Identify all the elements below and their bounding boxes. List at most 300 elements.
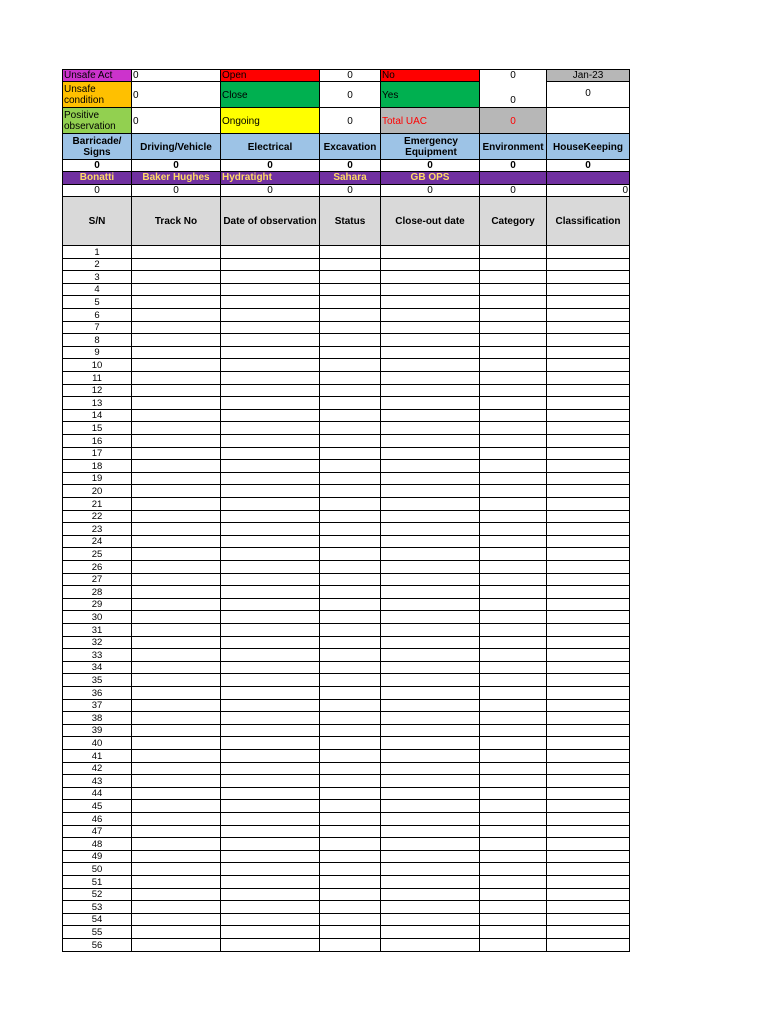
classification-cell[interactable]	[546, 396, 630, 410]
category-cell[interactable]	[479, 270, 547, 284]
positive-observation-text: Positive observation	[64, 110, 116, 132]
ongoing-value-text: 0	[347, 116, 353, 127]
unsafe-condition-text: Unsafe condition	[64, 84, 105, 106]
sn-cell[interactable]	[62, 245, 132, 259]
close-out-cell[interactable]	[380, 522, 480, 536]
close-out-cell[interactable]	[380, 560, 480, 574]
date-cell[interactable]	[220, 610, 320, 624]
close-out-cell[interactable]	[380, 648, 480, 662]
status-cell[interactable]	[319, 484, 381, 498]
row-number: 24	[91, 536, 103, 547]
total-uac-value-text: 0	[510, 116, 516, 127]
track-no-cell[interactable]	[131, 736, 221, 750]
close-text: Close	[222, 90, 248, 101]
sn-cell[interactable]	[62, 648, 132, 662]
track-no-cell[interactable]	[131, 459, 221, 473]
close-out-cell[interactable]	[380, 308, 480, 322]
close-out-cell[interactable]	[380, 270, 480, 284]
category-cell[interactable]	[479, 623, 547, 637]
track-no-cell[interactable]	[131, 434, 221, 448]
date-cell[interactable]	[220, 837, 320, 851]
date-cell[interactable]	[220, 623, 320, 637]
classification-cell[interactable]	[546, 484, 630, 498]
sn-cell[interactable]	[62, 308, 132, 322]
close-out-cell[interactable]	[380, 900, 480, 914]
close-out-cell[interactable]	[380, 484, 480, 498]
close-out-cell[interactable]	[380, 875, 480, 889]
classification-cell[interactable]	[546, 648, 630, 662]
ongoing-value[interactable]	[319, 107, 381, 134]
classification-cell[interactable]	[546, 736, 630, 750]
category-driving-header	[131, 133, 221, 160]
row-number: 50	[91, 864, 103, 875]
classification-cell[interactable]	[546, 522, 630, 536]
track-no-cell[interactable]	[131, 711, 221, 725]
contractor-empty-header	[479, 171, 547, 185]
row-number: 3	[94, 272, 100, 283]
category-cell[interactable]	[479, 938, 547, 952]
status-cell[interactable]	[319, 333, 381, 347]
classification-cell[interactable]	[546, 371, 630, 385]
sn-cell[interactable]	[62, 497, 132, 511]
date-cell[interactable]	[220, 900, 320, 914]
sn-cell[interactable]	[62, 295, 132, 309]
category-barricade-text: Barricade/ Signs	[72, 136, 122, 158]
table-header-text: Date of observation	[223, 216, 317, 227]
date-cell[interactable]	[220, 459, 320, 473]
classification-cell[interactable]	[546, 862, 630, 876]
date-cell[interactable]	[220, 686, 320, 700]
track-no-cell[interactable]	[131, 358, 221, 372]
date-cell[interactable]	[220, 245, 320, 259]
category-cell[interactable]	[479, 749, 547, 763]
status-cell[interactable]	[319, 812, 381, 826]
sn-cell[interactable]	[62, 774, 132, 788]
date-cell[interactable]	[220, 295, 320, 309]
status-cell[interactable]	[319, 497, 381, 511]
category-cell[interactable]	[479, 875, 547, 889]
category-cell[interactable]	[479, 610, 547, 624]
sn-cell[interactable]	[62, 484, 132, 498]
category-cell[interactable]	[479, 711, 547, 725]
status-cell[interactable]	[319, 434, 381, 448]
close-out-cell[interactable]	[380, 396, 480, 410]
category-cell[interactable]	[479, 371, 547, 385]
sn-cell[interactable]	[62, 673, 132, 687]
date-cell[interactable]	[220, 333, 320, 347]
open-text: Open	[222, 70, 247, 81]
date-cell[interactable]	[220, 799, 320, 813]
status-cell[interactable]	[319, 799, 381, 813]
sn-cell[interactable]	[62, 711, 132, 725]
date-cell[interactable]	[220, 358, 320, 372]
close-out-cell[interactable]	[380, 421, 480, 435]
close-out-cell[interactable]	[380, 434, 480, 448]
category-barricade-header	[62, 133, 132, 160]
sn-cell[interactable]	[62, 749, 132, 763]
date-cell[interactable]	[220, 749, 320, 763]
classification-cell[interactable]	[546, 434, 630, 448]
month-value[interactable]	[546, 81, 630, 108]
date-cell[interactable]	[220, 875, 320, 889]
classification-cell[interactable]	[546, 799, 630, 813]
date-cell[interactable]	[220, 711, 320, 725]
category-cell[interactable]	[479, 686, 547, 700]
status-cell[interactable]	[319, 396, 381, 410]
row-number: 12	[91, 385, 103, 396]
row-number: 20	[91, 486, 103, 497]
classification-cell[interactable]	[546, 875, 630, 889]
classification-cell[interactable]	[546, 938, 630, 952]
classification-cell[interactable]	[546, 774, 630, 788]
date-cell[interactable]	[220, 938, 320, 952]
date-cell[interactable]	[220, 673, 320, 687]
track-no-cell[interactable]	[131, 421, 221, 435]
track-no-cell[interactable]	[131, 925, 221, 939]
sn-cell[interactable]	[62, 610, 132, 624]
contractor-sahara-text: Sahara	[333, 172, 367, 183]
close-out-cell[interactable]	[380, 547, 480, 561]
classification-cell[interactable]	[546, 812, 630, 826]
close-out-cell[interactable]	[380, 371, 480, 385]
sn-cell[interactable]	[62, 925, 132, 939]
track-no-cell[interactable]	[131, 862, 221, 876]
category-cell[interactable]	[479, 295, 547, 309]
category-cell[interactable]	[479, 900, 547, 914]
date-cell[interactable]	[220, 736, 320, 750]
row-number: 55	[91, 927, 103, 938]
sn-cell[interactable]	[62, 900, 132, 914]
track-no-cell[interactable]	[131, 938, 221, 952]
status-cell[interactable]	[319, 875, 381, 889]
category-cell[interactable]	[479, 736, 547, 750]
sn-cell[interactable]	[62, 686, 132, 700]
classification-cell[interactable]	[546, 610, 630, 624]
row-number: 1	[94, 247, 100, 258]
close-out-cell[interactable]	[380, 711, 480, 725]
close-value[interactable]	[319, 81, 381, 108]
unsafe-condition-value[interactable]	[131, 81, 221, 108]
sn-cell[interactable]	[62, 585, 132, 599]
close-out-cell[interactable]	[380, 837, 480, 851]
category-value-text: 0	[173, 160, 179, 171]
classification-cell[interactable]	[546, 295, 630, 309]
table-header-text: Classification	[555, 216, 621, 227]
status-cell[interactable]	[319, 711, 381, 725]
sn-cell[interactable]	[62, 434, 132, 448]
table-header-text: Track No	[154, 216, 198, 227]
table-header-text: Category	[491, 216, 535, 227]
status-cell[interactable]	[319, 358, 381, 372]
classification-cell[interactable]	[546, 270, 630, 284]
track-no-cell[interactable]	[131, 673, 221, 687]
sn-cell[interactable]	[62, 862, 132, 876]
track-no-cell[interactable]	[131, 648, 221, 662]
sn-cell[interactable]	[62, 396, 132, 410]
classification-cell[interactable]	[546, 421, 630, 435]
category-cell[interactable]	[479, 459, 547, 473]
classification-cell[interactable]	[546, 333, 630, 347]
status-cell[interactable]	[319, 560, 381, 574]
date-cell[interactable]	[220, 371, 320, 385]
close-out-cell[interactable]	[380, 812, 480, 826]
close-out-cell[interactable]	[380, 925, 480, 939]
date-cell[interactable]	[220, 925, 320, 939]
contractor-sahara-header	[319, 171, 381, 185]
date-cell[interactable]	[220, 421, 320, 435]
sn-cell[interactable]	[62, 812, 132, 826]
row-number: 33	[91, 650, 103, 661]
status-cell[interactable]	[319, 245, 381, 259]
unsafe-condition-value-text: 0	[133, 90, 139, 101]
close-out-cell[interactable]	[380, 585, 480, 599]
row-number: 39	[91, 725, 103, 736]
row-number: 8	[94, 335, 100, 346]
sn-cell[interactable]	[62, 623, 132, 637]
status-cell[interactable]	[319, 774, 381, 788]
row-number: 47	[91, 826, 103, 837]
category-cell[interactable]	[479, 358, 547, 372]
category-cell[interactable]	[479, 434, 547, 448]
classification-cell[interactable]	[546, 245, 630, 259]
close-out-cell[interactable]	[380, 610, 480, 624]
track-no-cell[interactable]	[131, 560, 221, 574]
classification-cell[interactable]	[546, 623, 630, 637]
row-number: 34	[91, 662, 103, 673]
sn-cell[interactable]	[62, 736, 132, 750]
track-no-cell[interactable]	[131, 396, 221, 410]
category-value-text: 0	[267, 160, 273, 171]
category-cell[interactable]	[479, 245, 547, 259]
status-cell[interactable]	[319, 736, 381, 750]
status-cell[interactable]	[319, 648, 381, 662]
track-no-cell[interactable]	[131, 875, 221, 889]
close-out-cell[interactable]	[380, 459, 480, 473]
close-out-cell[interactable]	[380, 774, 480, 788]
close-out-cell[interactable]	[380, 686, 480, 700]
row-number: 42	[91, 763, 103, 774]
unsafe-act-text: Unsafe Act	[64, 70, 113, 81]
category-electrical-header	[220, 133, 320, 160]
sn-cell[interactable]	[62, 522, 132, 536]
month-value-text: 0	[585, 88, 591, 99]
sn-cell[interactable]	[62, 560, 132, 574]
category-cell[interactable]	[479, 421, 547, 435]
track-no-cell[interactable]	[131, 371, 221, 385]
row-number: 43	[91, 776, 103, 787]
sn-cell[interactable]	[62, 547, 132, 561]
status-cell[interactable]	[319, 585, 381, 599]
row-number: 45	[91, 801, 103, 812]
status-cell[interactable]	[319, 308, 381, 322]
contractor-value-text: 0	[427, 185, 433, 196]
sn-cell[interactable]	[62, 799, 132, 813]
category-cell[interactable]	[479, 547, 547, 561]
classification-cell[interactable]	[546, 497, 630, 511]
table-header-track-no	[131, 196, 221, 246]
sn-cell[interactable]	[62, 371, 132, 385]
close-out-cell[interactable]	[380, 623, 480, 637]
category-cell[interactable]	[479, 925, 547, 939]
status-cell[interactable]	[319, 623, 381, 637]
category-cell[interactable]	[479, 799, 547, 813]
track-no-cell[interactable]	[131, 749, 221, 763]
close-out-cell[interactable]	[380, 497, 480, 511]
status-cell[interactable]	[319, 837, 381, 851]
close-out-cell[interactable]	[380, 938, 480, 952]
track-no-cell[interactable]	[131, 333, 221, 347]
category-cell[interactable]	[479, 497, 547, 511]
classification-cell[interactable]	[546, 308, 630, 322]
category-excavation-text: Excavation	[323, 142, 377, 153]
sn-cell[interactable]	[62, 270, 132, 284]
track-no-cell[interactable]	[131, 497, 221, 511]
date-cell[interactable]	[220, 484, 320, 498]
date-cell[interactable]	[220, 862, 320, 876]
status-cell[interactable]	[319, 547, 381, 561]
track-no-cell[interactable]	[131, 585, 221, 599]
classification-cell[interactable]	[546, 837, 630, 851]
category-cell[interactable]	[479, 774, 547, 788]
date-cell[interactable]	[220, 560, 320, 574]
category-driving-text: Driving/Vehicle	[140, 142, 212, 153]
date-cell[interactable]	[220, 434, 320, 448]
date-cell[interactable]	[220, 270, 320, 284]
classification-cell[interactable]	[546, 711, 630, 725]
table-header-text: Close-out date	[395, 216, 465, 227]
classification-cell[interactable]	[546, 673, 630, 687]
close-out-cell[interactable]	[380, 333, 480, 347]
sn-cell[interactable]	[62, 938, 132, 952]
contractor-bonatti-text: Bonatti	[79, 172, 115, 183]
date-cell[interactable]	[220, 774, 320, 788]
category-cell[interactable]	[479, 522, 547, 536]
total-uac-value[interactable]	[479, 107, 547, 134]
status-cell[interactable]	[319, 925, 381, 939]
sn-cell[interactable]	[62, 333, 132, 347]
status-cell[interactable]	[319, 459, 381, 473]
classification-cell[interactable]	[546, 749, 630, 763]
close-out-cell[interactable]	[380, 862, 480, 876]
track-no-cell[interactable]	[131, 774, 221, 788]
date-cell[interactable]	[220, 812, 320, 826]
positive-observation-value[interactable]	[131, 107, 221, 134]
unsafe-condition-label	[62, 81, 132, 108]
track-no-cell[interactable]	[131, 484, 221, 498]
close-out-cell[interactable]	[380, 245, 480, 259]
classification-cell[interactable]	[546, 560, 630, 574]
date-cell[interactable]	[220, 396, 320, 410]
category-cell[interactable]	[479, 484, 547, 498]
classification-cell[interactable]	[546, 459, 630, 473]
date-cell[interactable]	[220, 547, 320, 561]
contractor-gb-ops-text: GB OPS	[410, 172, 450, 183]
category-cell[interactable]	[479, 837, 547, 851]
sn-cell[interactable]	[62, 421, 132, 435]
sn-cell[interactable]	[62, 459, 132, 473]
track-no-cell[interactable]	[131, 799, 221, 813]
sn-cell[interactable]	[62, 358, 132, 372]
row-number: 40	[91, 738, 103, 749]
category-cell[interactable]	[479, 648, 547, 662]
table-header-close-out	[380, 196, 480, 246]
track-no-cell[interactable]	[131, 547, 221, 561]
track-no-cell[interactable]	[131, 812, 221, 826]
category-cell[interactable]	[479, 585, 547, 599]
date-cell[interactable]	[220, 522, 320, 536]
status-cell[interactable]	[319, 421, 381, 435]
classification-cell[interactable]	[546, 547, 630, 561]
sn-cell[interactable]	[62, 837, 132, 851]
date-cell[interactable]	[220, 308, 320, 322]
status-cell[interactable]	[319, 938, 381, 952]
category-cell[interactable]	[479, 396, 547, 410]
category-cell[interactable]	[479, 333, 547, 347]
status-cell[interactable]	[319, 295, 381, 309]
close-out-cell[interactable]	[380, 736, 480, 750]
category-value-text: 0	[94, 160, 100, 171]
status-cell[interactable]	[319, 371, 381, 385]
date-cell[interactable]	[220, 585, 320, 599]
track-no-cell[interactable]	[131, 270, 221, 284]
classification-cell[interactable]	[546, 925, 630, 939]
close-out-cell[interactable]	[380, 358, 480, 372]
close-out-cell[interactable]	[380, 799, 480, 813]
track-no-cell[interactable]	[131, 837, 221, 851]
close-label	[220, 81, 320, 108]
status-cell[interactable]	[319, 522, 381, 536]
category-cell[interactable]	[479, 560, 547, 574]
row-number: 36	[91, 688, 103, 699]
no-text: No	[382, 70, 395, 81]
classification-cell[interactable]	[546, 686, 630, 700]
status-cell[interactable]	[319, 862, 381, 876]
track-no-cell[interactable]	[131, 308, 221, 322]
track-no-cell[interactable]	[131, 686, 221, 700]
close-out-cell[interactable]	[380, 295, 480, 309]
track-no-cell[interactable]	[131, 295, 221, 309]
row-number: 32	[91, 637, 103, 648]
track-no-cell[interactable]	[131, 610, 221, 624]
category-cell[interactable]	[479, 862, 547, 876]
status-cell[interactable]	[319, 673, 381, 687]
status-cell[interactable]	[319, 686, 381, 700]
status-cell[interactable]	[319, 270, 381, 284]
track-no-cell[interactable]	[131, 900, 221, 914]
category-electrical-text: Electrical	[247, 142, 293, 153]
date-cell[interactable]	[220, 648, 320, 662]
sn-cell[interactable]	[62, 875, 132, 889]
classification-cell[interactable]	[546, 900, 630, 914]
close-out-cell[interactable]	[380, 749, 480, 763]
date-cell[interactable]	[220, 497, 320, 511]
contractor-bonatti-header	[62, 171, 132, 185]
status-cell[interactable]	[319, 749, 381, 763]
classification-cell[interactable]	[546, 585, 630, 599]
track-no-cell[interactable]	[131, 245, 221, 259]
category-cell[interactable]	[479, 812, 547, 826]
status-cell[interactable]	[319, 900, 381, 914]
yes-value[interactable]	[479, 81, 547, 108]
total-uac-text: Total UAC	[382, 116, 428, 127]
classification-cell[interactable]	[546, 358, 630, 372]
close-out-cell[interactable]	[380, 673, 480, 687]
track-no-cell[interactable]	[131, 623, 221, 637]
track-no-cell[interactable]	[131, 522, 221, 536]
category-cell[interactable]	[479, 673, 547, 687]
status-cell[interactable]	[319, 610, 381, 624]
category-cell[interactable]	[479, 308, 547, 322]
